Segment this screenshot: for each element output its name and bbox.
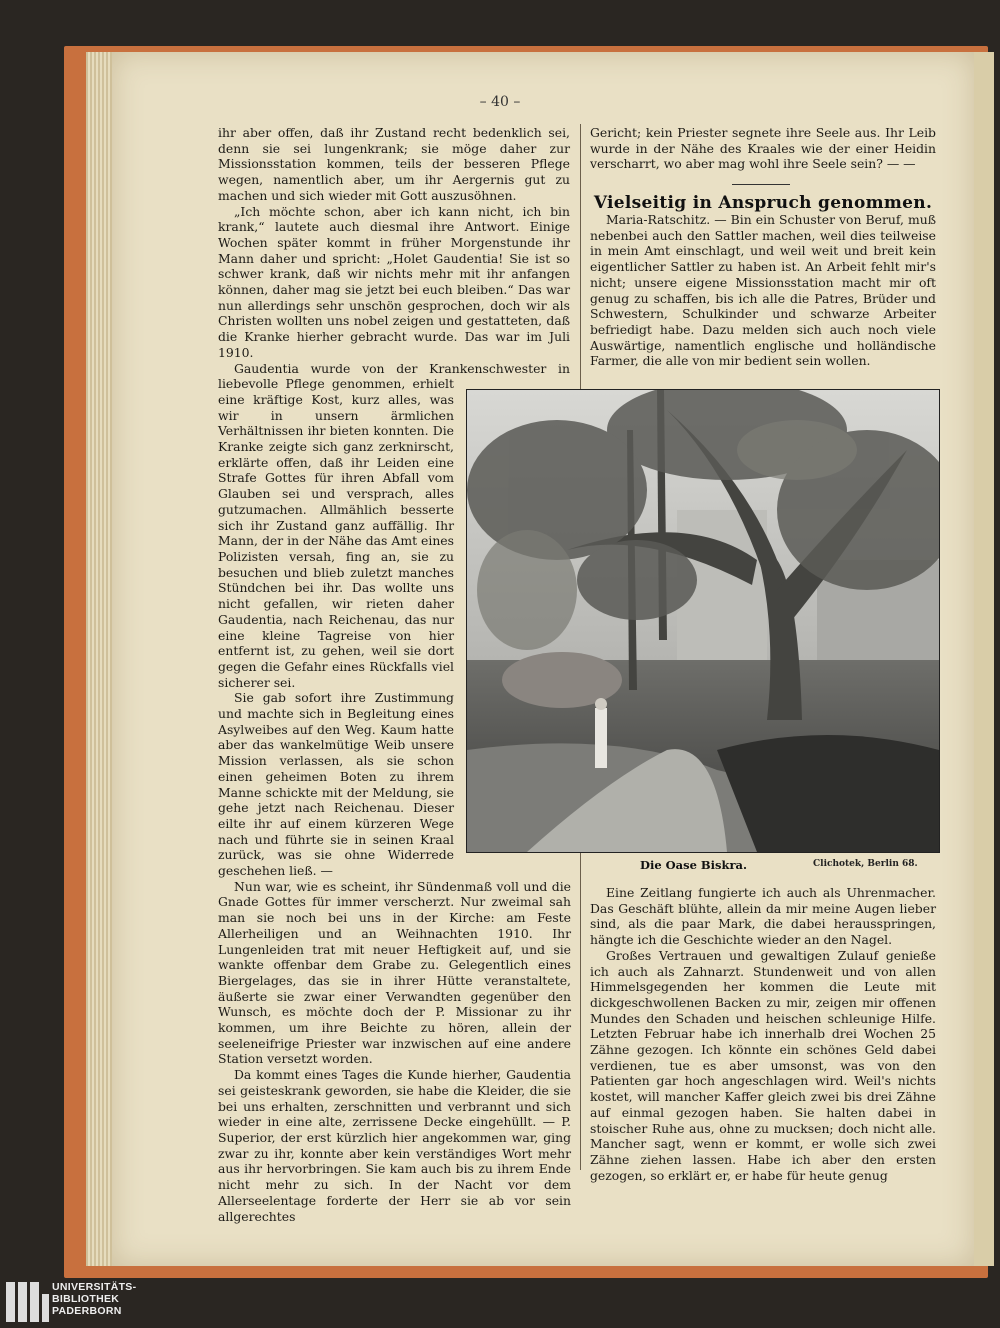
paragraph: ihr aber offen, daß ihr Zustand recht bedenklich sei, denn sie sei lungenkrank; sie möge daher zur Missionsstation kommen, teils der besseren Pflege wegen, namentlich aber, um ihr Aergernis gut zu machen und sich wieder mit Gott auszusöhnen. xyxy=(218,125,570,203)
paragraph: Gericht; kein Priester segnete ihre Seele aus. Ihr Leib wurde in der Nähe des Kraales wie der einer Heidin verscharrt, wo aber mag wohl ihre Seele sein? — — xyxy=(590,125,936,172)
library-logo-text xyxy=(52,1281,136,1317)
section-heading: Vielseitig in Anspruch genommen. xyxy=(593,193,933,213)
facing-page-edge xyxy=(974,52,994,1266)
right-column-article xyxy=(590,212,936,369)
paragraph: Da kommt eines Tages die Kunde hierher, Gaudentia sei geisteskrank geworden, sie habe die Kleider, die sie bei uns erhalten, zerschnitten und verbrannt und sich wieder in eine alte, zerrissene Decke eingehüllt. — P. Superior, der erst kürzlich hier angekommen war, ging zwar zu ihr, konnte aber kein verständiges Wort mehr aus ihr hervorbringen. Sie kam auch bis zu ihrem Ende nicht mehr zu sich. In der Nacht vor dem Allerseelentage forderte der Herr sie ab vor sein allgerechtes xyxy=(218,1067,571,1224)
right-column-top xyxy=(590,125,936,172)
section-separator xyxy=(732,184,790,185)
logo-line-3: PADERBORN xyxy=(52,1305,122,1317)
paragraph: Großes Vertrauen und gewaltigen Zulauf genieße ich auch als Zahnarzt. Stundenweit und von allen Himmelsgegenden her kommen die Leute mit dickgeschwollenen Backen zu mir, zeigen mir offenen Mundes den Schaden und heischen schleunige Hilfe. Letzten Februar habe ich innerhalb drei Wochen 25 Zähne gezogen. Ich könnte ein schönes Geld dabei verdienen, tue es aber umsonst, was von den Patienten gar hoch angeschlagen wird. Weil's nichts kostet, will mancher Kaffer gleich zwei bis drei Zähne auf einmal gezogen haben. Sie halten dabei in stoischer Ruhe aus, ohne zu mucksen; doch nicht alle. Mancher sagt, wenn er kommt, er wolle sich zwei Zähne ziehen lassen. Habe ich aber den ersten gezogen, so erklärt er, er habe für heute genug xyxy=(590,947,936,1183)
paragraph: Gaudentia wurde von der Krankenschwester in liebevolle Pflege genommen, erhielt eine kräftige Kost, kurz alles, was wir in unsern ärmlichen Verhältnissen ihr bieten konnten. Die Kranke zeigte sich ganz zerknirscht, erklärte offen, daß ihr Leiden eine Strafe Gottes für ihren Abfall vom Glauben sei und versprach, alles gutzumachen. Allmählich besserte sich ihr Zustand ganz auffällig. Ihr Mann, der in der Nähe das Amt eines Polizisten versah, fing an, sie zu besuchen und blieb zuletzt manches Stündchen bei ihr. Das wollte uns nicht gefallen, wir rieten daher Gaudentia, nach Reichenau, das nur eine kleine Tagreise von hier entfernt ist, zu gehen, weil sie dort gegen die Gefahr eines Rückfalls viel sicherer sei. xyxy=(218,360,570,690)
paragraph: „Ich möchte schon, aber ich kann nicht, ich bin krank,“ lautete auch diesmal ihre Antwort. Einige Wochen später kommt in früher Morgenstunde ihr Mann daher und spricht: „Holet Gaudentia! Sie ist so schwer krank, daß wir nichts mehr mit ihr anfangen können, daher mag sie jetzt bei euch bleiben.“ Das war nun allerdings sehr unschön gesprochen, doch wir als Christen wollten uns nobel zeigen und gestatteten, daß die Kranke hierher gebracht wurde. Das war im Juli 1910. xyxy=(218,203,570,360)
photo-wrap-pre xyxy=(570,125,571,389)
paragraph: Eine Zeitlang fungierte ich auch als Uhrenmacher. Das Geschäft blühte, allein da mir meine Augen lieber sind, als die paar Mark, die dabei herausspringen, hängte ich die Geschichte wieder an den Nagel. xyxy=(590,885,936,948)
paragraph: Sie gab sofort ihre Zustimmung und machte sich in Begleitung eines Asylweibes auf den Weg. Kaum hatte aber das wankelmütige Weib unsere Mission verlassen, als sie schon einen geheimen Boten zu ihrem Manne schickte mit der Meldung, sie gehe jetzt nach Reichenau. Dieser eilte ihr auf einem kürzeren Wege nach und führte sie in seinen Kraal zurück, was sie ohne Widerrede geschehen ließ. — xyxy=(218,690,454,879)
logo-line-2: BIBLIOTHEK xyxy=(52,1293,120,1305)
oasis-photo xyxy=(466,389,940,853)
paragraph: Maria-Ratschitz. — Bin ein Schuster von Beruf, muß nebenbei auch den Sattler machen, weil dies teilweise in mein Amt einschlagt, und weil weit und breit kein eigentlicher Sattler zu haben ist. An Arbeit fehlt mir's nicht; unsere eigene Missionsstation macht mir oft genug zu schaffen, bis ich alle die Patres, Brüder und Schwestern, Schulkinder und schwarze Arbeiter befriedigt habe. Dazu melden sich auch noch viele Auswärtige, namentlich englische und holländische Farmer, die alle von mir bedient sein wollen. xyxy=(590,212,936,369)
right-column-bottom xyxy=(590,885,936,1183)
paragraph: Nun war, wie es scheint, ihr Sündenmaß voll und die Gnade Gottes für immer verscherzt. Nur zweimal sah man sie noch bei uns in der Kirche: am Feste Allerheiligen und an Weihnachten 1910. Ihr Lungenleiden trat mit neuer Heftigkeit auf, und sie wankte offenbar dem Grabe zu. Gelegentlich eines Biergelages, das sie in ihrer Hütte veranstaltete, äußerte sie zwar einer Verwandten gegenüber den Wunsch, es möchte doch der P. Missionar zu ihr kommen, um ihre Beichte zu hören, allein der seeleneifrige Priester war inzwischen auf eine andere Station versetzt worden. xyxy=(218,878,571,1067)
logo-line-1: UNIVERSITÄTS- xyxy=(52,1281,137,1293)
photo-credit: Clichotek, Berlin 68. xyxy=(813,859,918,869)
page-number: – 40 – xyxy=(479,94,521,110)
photo-caption: Die Oase Biskra. xyxy=(640,858,747,872)
